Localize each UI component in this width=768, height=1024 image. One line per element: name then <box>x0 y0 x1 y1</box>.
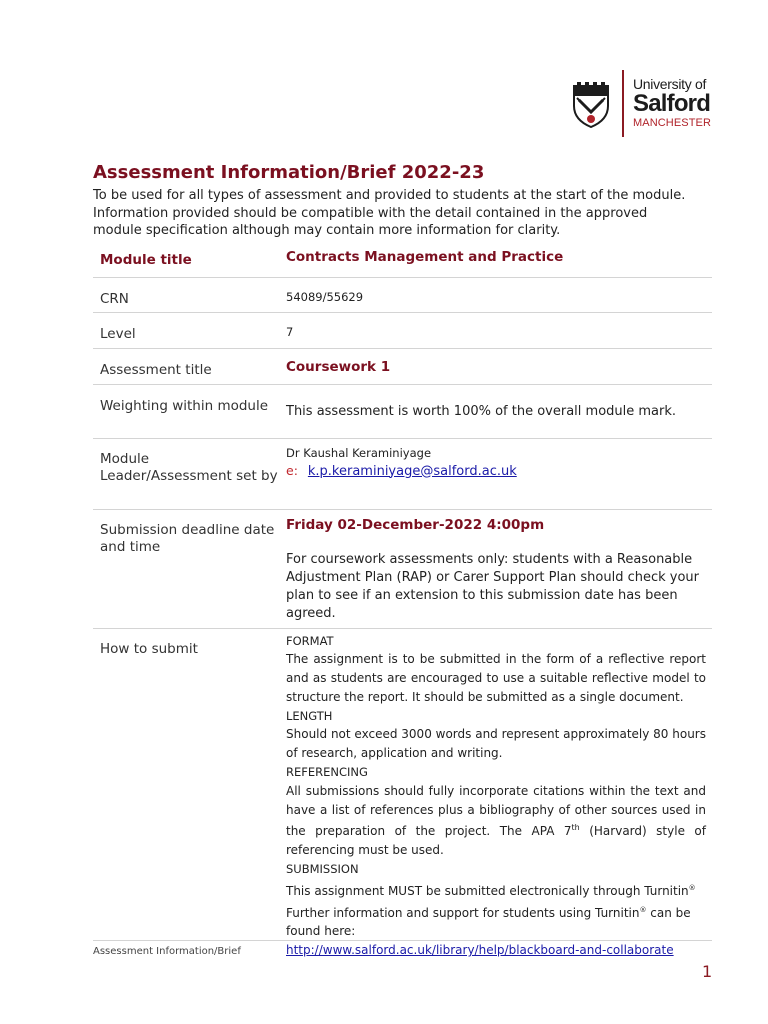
page-title: Assessment Information/Brief 2022-23 <box>93 162 485 183</box>
table-row-how-to-submit <box>93 628 712 960</box>
table-row-weighting <box>93 384 712 438</box>
crn-label: CRN <box>100 290 129 307</box>
referencing-text-b: (Harvard) style of referencing must be used. <box>286 824 706 858</box>
level-value: 7 <box>286 324 294 339</box>
logo-line-3: MANCHESTER <box>633 117 712 129</box>
weighting-label: Weighting within module <box>100 397 269 414</box>
logo-divider <box>622 70 624 137</box>
submission-heading: SUBMISSION <box>286 862 359 877</box>
referencing-text-a: All submissions should fully incorporate citations within the text and have a list of references plus a bibliography of other sources used in the preparation of the project. The APA 7 <box>286 783 706 839</box>
footer-text: Assessment Information/Brief <box>93 946 241 957</box>
format-text: The assignment is to be submitted in the form of a reflective report and as students are encouraged to use a suitable reflective model to structure the report. It should be submitted as a single document. <box>286 652 706 704</box>
referencing-heading: REFERENCING <box>286 765 368 780</box>
table-row-level <box>93 312 712 348</box>
referencing-superscript: th <box>571 823 580 833</box>
assessment-info-table <box>93 240 712 960</box>
registered-mark: ® <box>688 883 696 892</box>
email-label: e: <box>286 462 298 478</box>
submission-text-b: Further information and support for students using Turnitin <box>286 905 640 920</box>
university-logo <box>571 68 711 138</box>
assessment-title-label: Assessment title <box>100 361 212 378</box>
assessment-title-value: Coursework 1 <box>286 358 391 375</box>
submission-further-info <box>286 901 706 942</box>
intro-text: To be used for all types of assessment and provided to students at the start of the module. Information provided should be compatible with the detail contained in the approved module specification although may contain more information for clarity. <box>93 188 686 238</box>
weighting-value: This assessment is worth 100% of the overall module mark. <box>286 403 677 419</box>
footer-divider <box>93 940 712 941</box>
submission-text-c: can be found here: <box>286 905 691 939</box>
module-title-value: Contracts Management and Practice <box>286 249 564 265</box>
level-label: Level <box>100 325 136 342</box>
module-leader-email-link[interactable]: k.p.keraminiyage@salford.ac.uk <box>307 463 517 479</box>
referencing-text <box>286 782 706 860</box>
table-row-assessment-title <box>93 348 712 384</box>
module-leader-label: Module Leader/Assessment set by <box>100 450 278 484</box>
table-row-crn <box>93 277 712 312</box>
module-title-label: Module title <box>100 252 192 268</box>
module-leader-name: Dr Kaushal Keraminiyage <box>286 445 432 460</box>
deadline-note: For coursework assessments only: students with a Reasonable Adjustment Plan (RAP) or Carer Support Plan should check your plan to see if an extension to this submission date has been agreed. <box>286 551 700 621</box>
how-to-submit-label: How to submit <box>100 640 198 657</box>
format-heading: FORMAT <box>286 633 334 648</box>
crn-value: 54089/55629 <box>286 289 364 304</box>
table-row-module-leader <box>93 438 712 509</box>
deadline-value: Friday 02-December-2022 4:00pm <box>286 516 545 533</box>
turnitin-help-link[interactable]: http://www.salford.ac.uk/library/help/blackboard-and-collaborate <box>286 943 674 958</box>
logo-line-2: Salford <box>633 90 711 117</box>
length-heading: LENGTH <box>286 708 333 723</box>
page-number: 1 <box>702 962 713 981</box>
table-row-module-title <box>93 240 712 277</box>
registered-mark-2: ® <box>639 905 647 914</box>
deadline-label: Submission deadline date and time <box>100 521 275 555</box>
submission-text-a: This assignment MUST be submitted electronically through Turnitin <box>286 883 689 898</box>
table-row-deadline <box>93 509 712 628</box>
crest-icon <box>571 82 611 128</box>
length-text: Should not exceed 3000 words and represent approximately 80 hours of research, application and writing. <box>286 727 706 761</box>
logo-line-1: University of <box>633 76 707 92</box>
submission-text <box>286 879 706 901</box>
